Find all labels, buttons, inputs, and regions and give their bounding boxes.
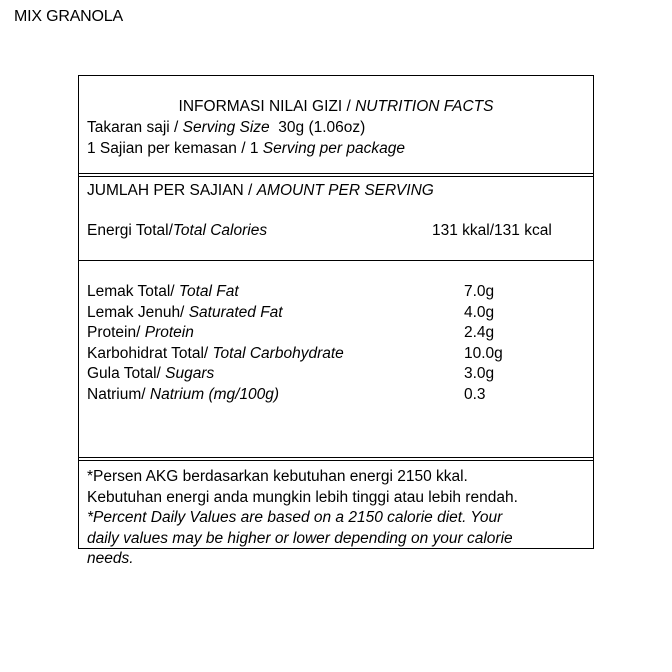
amount-heading-id: JUMLAH PER SAJIAN / <box>87 182 257 199</box>
footnote-line-en: daily values may be higher or lower depending on your calorie <box>87 529 513 547</box>
serving-size-label-id: Takaran saji / <box>87 119 183 136</box>
nutrient-label-id: Lemak Total/ <box>87 283 179 300</box>
nutrient-label-en: Sugars <box>165 365 215 382</box>
nutrient-value: 7.0g <box>464 283 495 300</box>
label-title <box>79 97 593 117</box>
energy-label-id: Energi Total/ <box>87 222 173 239</box>
nutrient-label-id: Lemak Jenuh/ <box>87 303 189 321</box>
nutrient-label-en: Total Carbohydrate <box>212 344 344 362</box>
nutrient-row <box>87 344 344 364</box>
serving-size-label-en: Serving Size <box>182 119 270 136</box>
nutrient-value: 10.0g <box>464 344 503 362</box>
footnote-line-id: *Persen AKG berdasarkan kebutuhan energi 2150 kkal. <box>87 468 468 485</box>
footnote-line-en: *Percent Daily Values are based on a 2150 calorie diet. Your <box>87 509 503 526</box>
nutrient-label-id: Natrium/ <box>87 385 150 403</box>
nutrient-label-id: Karbohidrat Total/ <box>87 344 213 362</box>
nutrient-row <box>87 385 279 405</box>
nutrient-label-en: Saturated Fat <box>188 303 283 321</box>
footnote-line-en: needs. <box>87 550 134 567</box>
amount-heading <box>87 181 434 201</box>
label-header-section <box>79 76 593 174</box>
footnote-line-id: Kebutuhan energi anda mungkin lebih tinggi atau lebih rendah. <box>87 488 518 506</box>
nutrient-row <box>87 323 194 343</box>
servings-label-en: Serving per package <box>262 140 405 157</box>
title-indonesian: INFORMASI NILAI GIZI / <box>178 98 356 115</box>
nutrient-row <box>87 282 239 302</box>
nutrients-section <box>79 259 593 458</box>
nutrient-row <box>87 364 214 384</box>
nutrient-value: 2.4g <box>464 324 495 341</box>
footnote-section <box>79 460 593 567</box>
nutrient-label-id: Protein/ <box>87 324 145 341</box>
servings-label-id: 1 Sajian per kemasan / 1 <box>87 140 263 157</box>
serving-size-row <box>87 118 365 138</box>
nutrient-label-id: Gula Total/ <box>87 365 166 382</box>
nutrient-value: 0.3 <box>464 385 486 403</box>
nutrient-value: 3.0g <box>464 365 495 382</box>
amount-heading-en: AMOUNT PER SERVING <box>256 182 434 199</box>
nutrient-label-en: Natrium (mg/100g) <box>149 385 280 403</box>
serving-size-value: 30g (1.06oz) <box>278 119 366 136</box>
nutrient-label-en: Total Fat <box>178 283 239 300</box>
amount-per-serving-section <box>79 176 593 261</box>
nutrient-row <box>87 303 283 323</box>
title-english: NUTRITION FACTS <box>355 98 494 115</box>
nutrition-facts-label <box>78 75 594 567</box>
energy-label-en: Total Calories <box>172 222 268 239</box>
nutrient-label-en: Protein <box>144 324 194 341</box>
energy-value: 131 kkal/131 kcal <box>432 222 552 239</box>
energy-label <box>87 221 267 241</box>
servings-per-package-row <box>87 139 405 159</box>
nutrient-value: 4.0g <box>464 303 495 321</box>
product-name: MIX GRANOLA <box>14 8 123 25</box>
